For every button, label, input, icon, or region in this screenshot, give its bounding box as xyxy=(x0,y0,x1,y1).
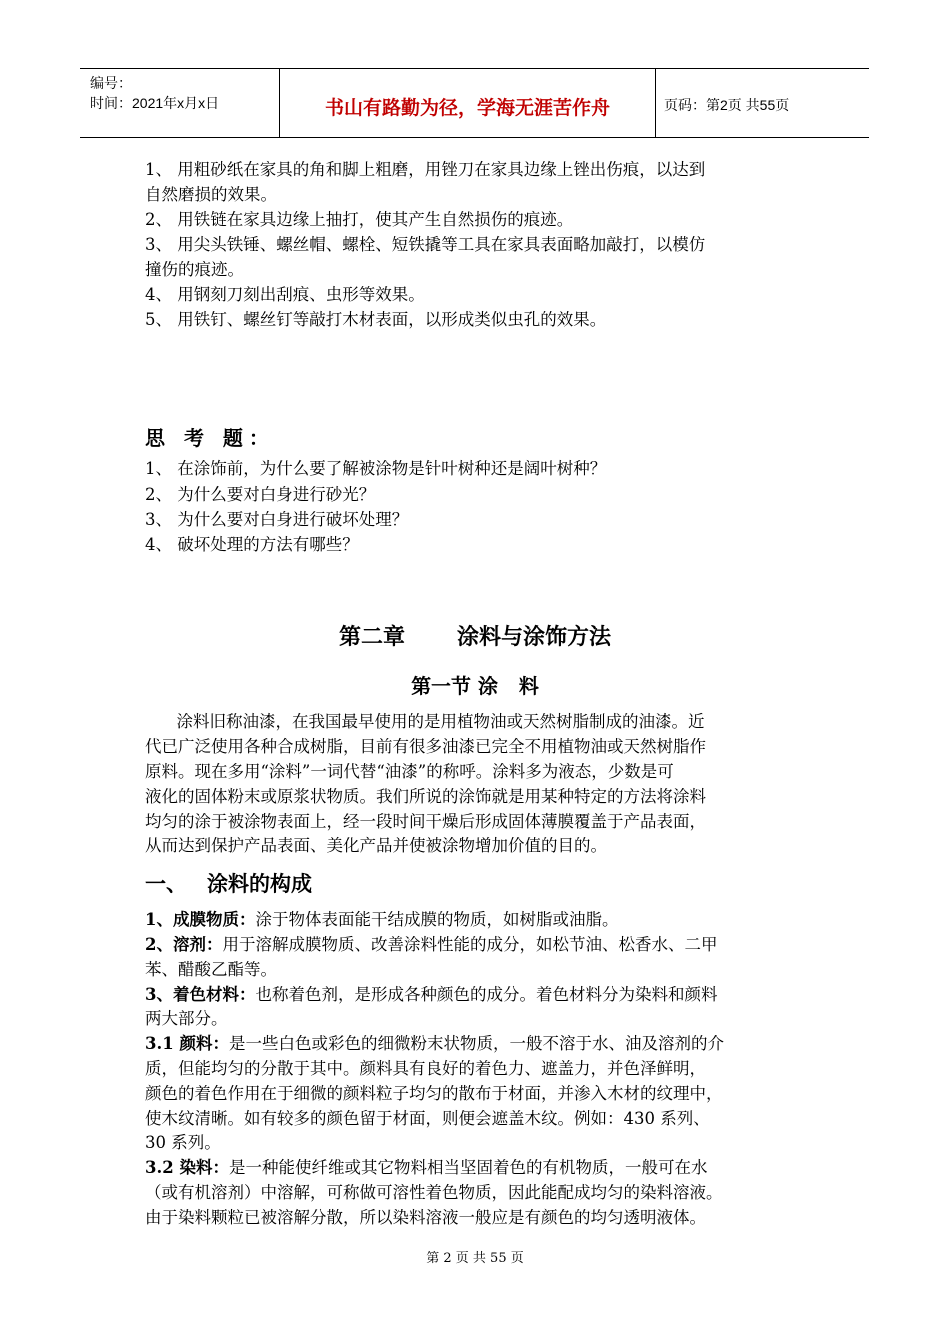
header-motto: 书山有路勤为径，学海无涯苦作舟 xyxy=(324,97,610,119)
chapter-heading xyxy=(0,620,950,651)
composition-line xyxy=(145,1007,228,1031)
composition-line xyxy=(145,1107,710,1131)
page-footer: 第 2 页 共 55 页 xyxy=(426,1251,524,1266)
subheading-number: 一、 xyxy=(145,871,187,896)
list-item: 3、 用尖头铁锤、螺丝帽、螺栓、短铁撬等工具在家具表面略加敲打，以模仿 xyxy=(145,235,706,254)
paragraph-line: 涂料旧称油漆，在我国最早使用的是用植物油或天然树脂制成的油漆。近 xyxy=(145,712,705,731)
questions-heading: 思 考 题： xyxy=(145,426,275,450)
term-text: 颜色的着色作用在于细微的颜料粒子均匀的散布于材面，并渗入木材的纹理中， xyxy=(145,1084,723,1103)
term-label: 3.1 颜料： xyxy=(145,1034,229,1053)
composition-line xyxy=(145,933,717,957)
date-label: 时间：2021年x月x日 xyxy=(90,95,220,111)
list-item: 4、 用钢刻刀刻出刮痕、虫形等效果。 xyxy=(145,285,425,304)
number-label: 编号： xyxy=(90,75,132,91)
term-text: 用于溶解成膜物质、改善涂料性能的成分，如松节油、松香水、二甲 xyxy=(222,935,718,954)
question-item: 2、 为什么要对白身进行砂光？ xyxy=(145,485,376,504)
composition-line xyxy=(145,958,277,982)
question-item: 3、 为什么要对白身进行破坏处理？ xyxy=(145,510,409,529)
term-text: 是一些白色或彩色的细微粉末状物质，一般不溶于水、油及溶剂的介 xyxy=(228,1034,724,1053)
question-item: 1、 在涂饰前，为什么要了解被涂物是针叶树种还是阔叶树种？ xyxy=(145,459,607,478)
term-text: 涂于物体表面能干结成膜的物质，如树脂或油脂。 xyxy=(255,910,619,929)
header-motto-cell xyxy=(280,69,656,137)
subheading xyxy=(145,868,312,898)
term-label: 3.2 染料： xyxy=(145,1158,229,1177)
composition-line xyxy=(145,983,717,1007)
paragraph-line: 原料。现在多用“涂料”一词代替“油漆”的称呼。涂料多为液态，少数是可 xyxy=(145,762,674,781)
list-item: 自然磨损的效果。 xyxy=(145,185,277,204)
composition-line xyxy=(145,1181,723,1205)
chapter-number: 第二章 xyxy=(338,624,405,650)
composition-line xyxy=(145,1206,706,1230)
term-text: 两大部分。 xyxy=(145,1009,228,1028)
composition-line xyxy=(145,1082,723,1106)
list-item: 5、 用铁钉、螺丝钉等敲打木材表面，以形成类似虫孔的效果。 xyxy=(145,310,607,329)
paragraph-line: 从而达到保护产品表面、美化产品并使被涂物增加价值的目的。 xyxy=(145,836,607,855)
term-text: 由于染料颗粒已被溶解分散，所以染料溶液一般应是有颜色的均匀透明液体。 xyxy=(145,1208,706,1227)
header-meta xyxy=(80,69,280,137)
paragraph-line: 均匀的涂于被涂物表面上，经一段时间干燥后形成固体薄膜覆盖于产品表面， xyxy=(145,812,706,831)
term-label: 1、成膜物质： xyxy=(145,910,256,929)
composition-line xyxy=(145,908,618,932)
subheading-title: 涂料的构成 xyxy=(207,871,312,896)
header-page-number: 页码：第2页 共55页 xyxy=(664,97,790,113)
composition-line xyxy=(145,1057,706,1081)
list-item: 1、 用粗砂纸在家具的角和脚上粗磨，用锉刀在家具边缘上锉出伤痕，以达到 xyxy=(145,160,706,179)
composition-line xyxy=(145,1131,221,1155)
paragraph-line: 代已广泛使用各种合成树脂，目前有很多油漆已完全不用植物油或天然树脂作 xyxy=(145,737,706,756)
composition-line xyxy=(145,1032,724,1056)
composition-line xyxy=(145,1156,707,1180)
page-header xyxy=(80,68,869,138)
term-label: 2、溶剂： xyxy=(145,935,223,954)
paragraph-line: 液化的固体粉末或原浆状物质。我们所说的涂饰就是用某种特定的方法将涂料 xyxy=(145,787,706,806)
chapter-title: 涂料与涂饰方法 xyxy=(457,624,612,650)
term-label: 3、着色材料： xyxy=(145,985,256,1004)
term-text: （或有机溶剂）中溶解，可称做可溶性着色物质，因此能配成均匀的染料溶液。 xyxy=(145,1183,723,1202)
term-text: 是一种能使纤维或其它物料相当坚固着色的有机物质，一般可在水 xyxy=(228,1158,708,1177)
term-text: 也称着色剂，是形成各种颜色的成分。着色材料分为染料和颜料 xyxy=(255,985,718,1004)
term-text: 使木纹清晰。如有较多的颜色留于材面，则便会遮盖木纹。例如：430 系列、 xyxy=(145,1109,710,1128)
section-heading: 第一节 涂 料 xyxy=(411,674,539,698)
term-text: 30 系列。 xyxy=(145,1133,221,1152)
question-item: 4、 破坏处理的方法有哪些？ xyxy=(145,535,359,554)
list-item: 撞伤的痕迹。 xyxy=(145,260,244,279)
term-text: 苯、醋酸乙酯等。 xyxy=(145,960,277,979)
term-text: 质，但能均匀的分散于其中。颜料具有良好的着色力、遮盖力，并色泽鲜明， xyxy=(145,1059,706,1078)
list-item: 2、 用铁链在家具边缘上抽打，使其产生自然损伤的痕迹。 xyxy=(145,210,574,229)
